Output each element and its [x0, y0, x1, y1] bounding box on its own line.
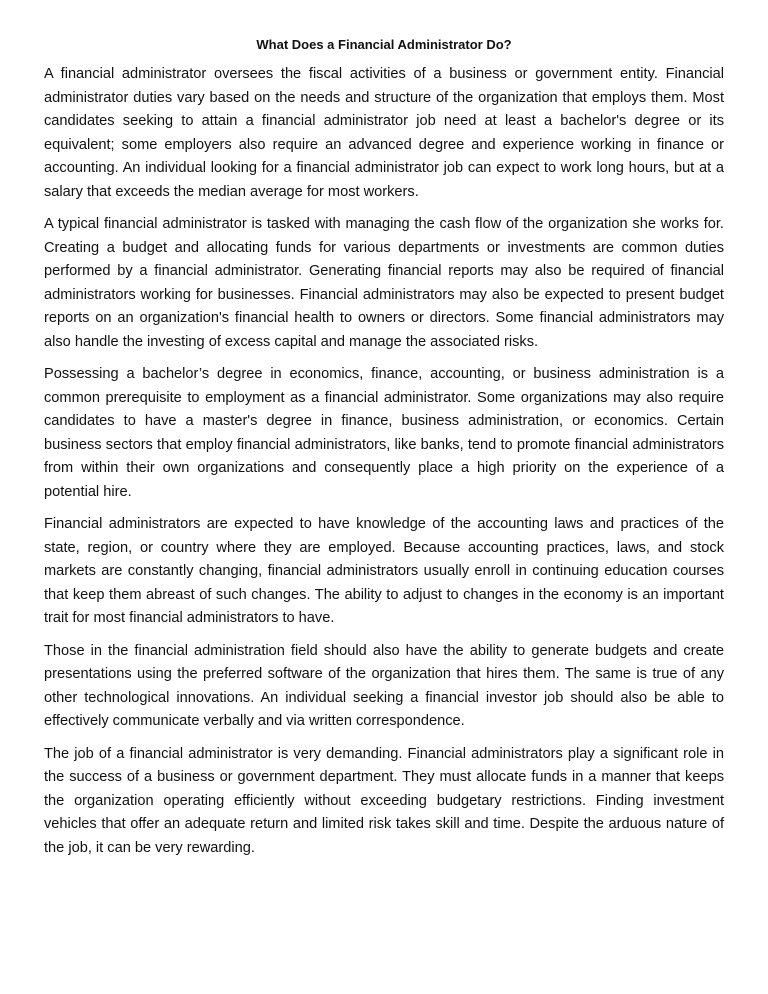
document-page: [44, 36, 724, 869]
document-title: What Does a Financial Administrator Do?: [256, 37, 512, 52]
paragraph-2: A typical financial administrator is tasked with managing the cash flow of the organization she works for. Creating a budget and allocating funds for various departments or investments are common duties performed by a financial administrator. Generating financial reports may also be required of financial administrators working for businesses. Financial administrators may also be expected to present budget reports on an organization's financial health to owners or directors. Some financial administrators may also handle the investing of excess capital and manage the associated risks.: [44, 216, 724, 350]
paragraph-5: Those in the financial administration field should also have the ability to generate budgets and create presentations using the preferred software of the organization that hires them. The same is true of any other technological innovations. An individual seeking a financial investor job should also be able to effectively communicate verbally and via written correspondence.: [44, 642, 724, 729]
paragraph-3: Possessing a bachelor’s degree in economics, finance, accounting, or business administration is a common prerequisite to employment as a financial administrator. Some organizations may also require candidates to have a master's degree in finance, business administration, or economics. Certain business sectors that employ financial administrators, like banks, tend to promote financial administrators from within their own organizations and consequently place a high priority on the experience of a potential hire.: [44, 366, 724, 500]
paragraph-6: The job of a financial administrator is very demanding. Financial administrators play a significant role in the success of a business or government department. They must allocate funds in a manner that keeps the organization operating efficiently without exceeding budgetary restrictions. Finding investment vehicles that offer an adequate return and limited risk takes skill and time. Despite the arduous nature of the job, it can be very rewarding.: [44, 745, 724, 856]
paragraph-4: Financial administrators are expected to have knowledge of the accounting laws and practices of the state, region, or country where they are employed. Because accounting practices, laws, and stock markets are constantly changing, financial administrators usually enroll in continuing education courses that keep them abreast of such changes. The ability to adjust to changes in the economy is an important trait for most financial administrators to have.: [44, 516, 724, 626]
paragraph-1: A financial administrator oversees the fiscal activities of a business or government entity. Financial administrator duties vary based on the needs and structure of the organization that employs them. Most candidates seeking to attain a financial administrator job need at least a bachelor's degree or its equivalent; some employers also require an advanced degree and experience working in finance or accounting. An individual looking for a financial administrator job can expect to work long hours, but at a salary that exceeds the median average for most workers.: [44, 66, 724, 200]
